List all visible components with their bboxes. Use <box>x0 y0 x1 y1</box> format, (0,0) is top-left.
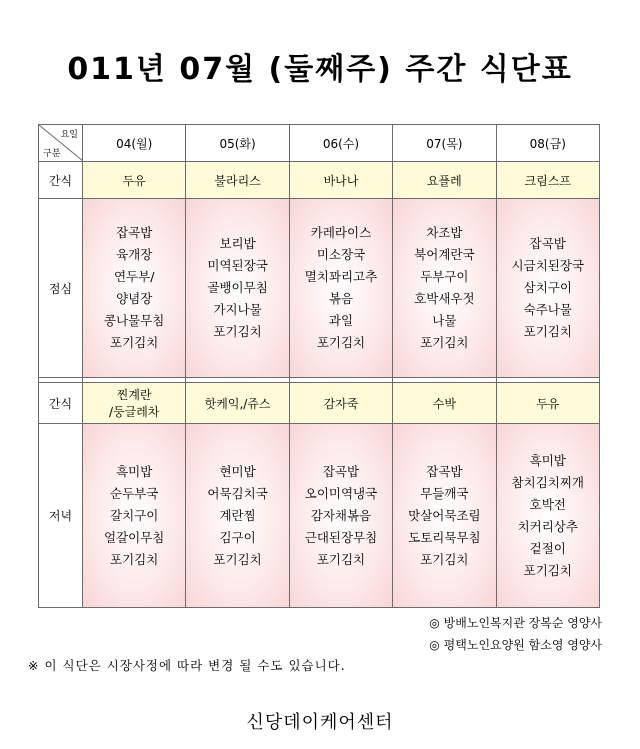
menu-cell <box>83 424 186 608</box>
menu-cell <box>393 383 496 424</box>
menu-item: 양념장 <box>116 291 153 306</box>
menu-item: 참치김치찌개 <box>511 474 584 490</box>
menu-items <box>393 395 495 412</box>
menu-cell <box>289 424 392 608</box>
menu-items <box>497 172 599 189</box>
day-header-mon: 04(월) <box>83 125 186 162</box>
menu-item: 포기김치 <box>420 335 469 350</box>
menu-item: 도토리묵무침 <box>408 529 481 545</box>
menu-item: 포기김치 <box>316 335 366 350</box>
menu-item: 차조밥 <box>426 225 463 240</box>
menu-items <box>393 222 495 354</box>
menu-item: 흑미밥 <box>529 452 566 468</box>
menu-items <box>186 233 288 343</box>
menu-item: 멸치꽈리고추 <box>304 269 378 284</box>
menu-item: 나물 <box>432 313 457 328</box>
menu-item: 숙주나물 <box>523 302 572 317</box>
menu-cell <box>289 199 392 378</box>
day-header-thu: 07(목) <box>393 125 496 162</box>
row-label: 점심 <box>39 199 83 378</box>
menu-cell <box>83 199 186 378</box>
menu-item: 요플레 <box>426 173 462 188</box>
menu-items <box>290 461 392 571</box>
menu-item: 핫케익,/쥬스 <box>204 396 271 411</box>
menu-item: 현미밥 <box>219 463 256 479</box>
menu-items <box>497 395 599 412</box>
menu-items <box>497 233 599 343</box>
menu-item: 얼갈이무침 <box>104 529 165 545</box>
menu-item: 포기김치 <box>213 551 262 567</box>
menu-item: 찐계란 <box>116 388 152 402</box>
menu-cell <box>83 162 186 199</box>
menu-item: 맛살어묵조림 <box>408 507 481 523</box>
menu-item: 겉절이 <box>529 540 566 556</box>
menu-item: 연두부/ <box>113 269 155 284</box>
menu-cell <box>186 383 289 424</box>
menu-item: 갈치구이 <box>110 507 159 523</box>
menu-item: 크림스프 <box>524 173 571 188</box>
staff-text: 평택노인요양원 함소영 영양사 <box>443 638 602 652</box>
menu-item: 시금치된장국 <box>511 258 584 273</box>
corner-cell <box>39 125 83 162</box>
menu-item: 수박 <box>432 396 456 411</box>
menu-item: 볶음 <box>328 291 354 306</box>
menu-items <box>290 172 392 189</box>
menu-item: 불라리스 <box>214 173 261 188</box>
menu-item: 잡곡밥 <box>529 236 566 251</box>
menu-item: 어묵김치국 <box>207 485 268 501</box>
menu-cell <box>393 199 496 378</box>
menu-item: 잡곡밥 <box>116 225 153 240</box>
menu-cell <box>496 162 599 199</box>
menu-item: 미역된장국 <box>207 258 268 273</box>
menu-items <box>290 222 392 354</box>
staff-line-1 <box>342 614 602 631</box>
menu-item: 북어계란국 <box>414 247 475 262</box>
page-title: 011년 07월 (둘째주) 주간 식단표 <box>67 52 573 87</box>
menu-item: 골뱅이무침 <box>207 280 268 295</box>
menu-item: 무들깨국 <box>420 485 469 501</box>
table-header-row <box>39 125 600 162</box>
menu-item: 호박전 <box>529 496 566 512</box>
double-circle-icon: ◎ <box>429 638 440 652</box>
menu-items <box>186 172 288 189</box>
menu-item: 두유 <box>536 396 560 411</box>
menu-item: 가지나물 <box>213 302 262 317</box>
menu-row-lunch <box>39 199 600 378</box>
menu-item: 근대된장무침 <box>304 529 378 545</box>
menu-row-snack <box>39 162 600 199</box>
menu-items <box>186 395 288 412</box>
menu-item: 감자채볶음 <box>310 507 372 523</box>
corner-day-label: 요일 <box>60 130 78 140</box>
menu-item: 포기김치 <box>523 562 572 578</box>
menu-cell <box>496 424 599 608</box>
staff-line-2 <box>342 636 602 653</box>
menu-item: 오이미역냉국 <box>304 485 378 501</box>
row-label: 간식 <box>39 383 83 424</box>
day-header-fri: 08(금) <box>496 125 599 162</box>
menu-item: 포기김치 <box>110 335 159 350</box>
menu-item: 잡곡밥 <box>322 463 360 479</box>
menu-item: 두부구이 <box>420 269 469 284</box>
menu-cell <box>83 383 186 424</box>
menu-items <box>393 172 495 189</box>
menu-items <box>290 395 392 412</box>
center-name: 신당데이케어센터 <box>246 712 394 733</box>
menu-item: 보리밥 <box>219 236 256 251</box>
menu-item: 잡곡밥 <box>426 463 463 479</box>
staff-text: 방배노인복지관 장복순 영양사 <box>443 616 602 630</box>
menu-note: ※ 이 식단은 시장사정에 따라 변경 될 수도 있습니다. <box>28 658 346 673</box>
menu-item: 두유 <box>122 173 146 188</box>
menu-cell <box>289 383 392 424</box>
day-header-wed: 06(수) <box>289 125 392 162</box>
double-circle-icon: ◎ <box>429 616 440 630</box>
menu-item: /둥글레차 <box>108 405 160 419</box>
menu-item: 카레라이스 <box>310 225 372 240</box>
menu-items <box>497 450 599 582</box>
menu-item: 콩나물무침 <box>104 313 165 328</box>
menu-item: 삼치구이 <box>523 280 572 295</box>
menu-item: 치커리상추 <box>517 518 578 534</box>
menu-items <box>83 222 185 354</box>
menu-items <box>393 461 495 571</box>
day-header-tue: 05(화) <box>186 125 289 162</box>
menu-items <box>83 386 185 420</box>
corner-category-label: 구분 <box>43 149 61 159</box>
menu-item: 흑미밥 <box>116 463 153 479</box>
menu-cell <box>186 199 289 378</box>
menu-row-dinner <box>39 424 600 608</box>
menu-cell <box>393 162 496 199</box>
menu-cell <box>496 199 599 378</box>
menu-items <box>83 172 185 189</box>
menu-item: 포기김치 <box>523 324 572 339</box>
menu-item: 바나나 <box>323 173 359 188</box>
menu-item: 호박새우젓 <box>414 291 475 306</box>
row-label: 간식 <box>39 162 83 199</box>
menu-item: 미소장국 <box>316 247 366 262</box>
menu-cell <box>186 424 289 608</box>
menu-cell <box>393 424 496 608</box>
menu-items <box>186 461 288 571</box>
row-label: 저녁 <box>39 424 83 608</box>
weekly-menu-table <box>38 124 600 608</box>
menu-item: 계란찜 <box>219 507 256 523</box>
menu-item: 포기김치 <box>213 324 262 339</box>
menu-row-snack2 <box>39 383 600 424</box>
menu-item: 감자죽 <box>323 396 359 411</box>
menu-item: 포기김치 <box>110 551 159 567</box>
menu-item: 포기김치 <box>316 551 366 567</box>
menu-cell <box>186 162 289 199</box>
menu-item: 김구이 <box>219 529 256 545</box>
menu-item: 육개장 <box>116 247 153 262</box>
menu-cell <box>496 383 599 424</box>
menu-items <box>83 461 185 571</box>
menu-cell <box>289 162 392 199</box>
menu-item: 과일 <box>328 313 354 328</box>
menu-item: 순두부국 <box>110 485 159 501</box>
menu-item: 포기김치 <box>420 551 469 567</box>
